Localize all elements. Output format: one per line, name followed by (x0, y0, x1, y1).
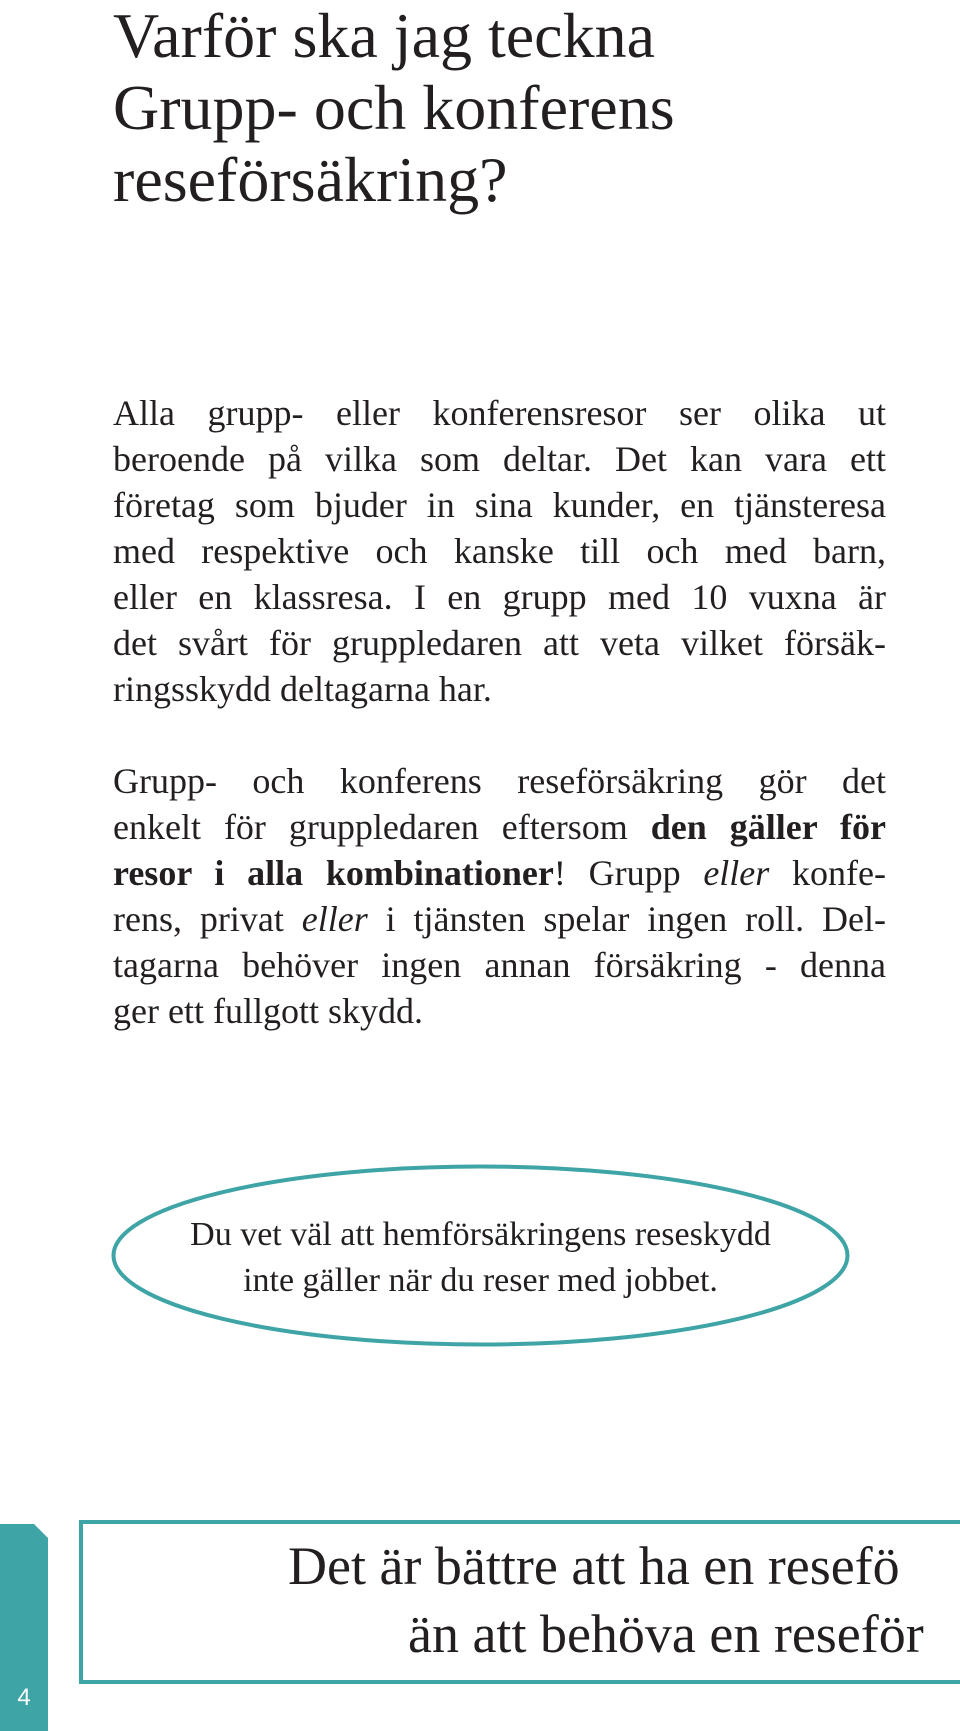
title-line-1: Varför ska jag teckna (113, 0, 655, 71)
benefit-italic-1: eller (703, 853, 770, 893)
benefit-emphasis-1: den gäller för (650, 807, 886, 847)
benefit-line-4-start: rens, privat (113, 899, 302, 939)
intro-line-1: Alla grupp- eller konferensresor ser olika ut (113, 393, 886, 433)
page-number: 4 (17, 1684, 31, 1711)
intro-line-7: ringsskydd deltagarna har. (113, 669, 492, 709)
intro-line-2: beroende på vilka som deltar. Det kan vara ett (113, 439, 886, 479)
benefit-paragraph (113, 758, 886, 1034)
quote-line-1: Det är bättre att ha en resefö (288, 1536, 900, 1596)
quote-line-2: än att behöva en reseför (408, 1604, 924, 1664)
benefit-line-6: ger ett fullgott skydd. (113, 991, 423, 1031)
title-line-2: Grupp- och konferens (113, 72, 675, 143)
benefit-line-3-text: ! Grupp (553, 853, 704, 893)
intro-line-5: eller en klassresa. I en grupp med 10 vuxna är (113, 577, 886, 617)
benefit-italic-2: eller (301, 899, 368, 939)
benefit-line-2 (113, 804, 886, 850)
benefit-line-2-text: enkelt för gruppledaren eftersom (113, 807, 651, 847)
callout-text (111, 1212, 850, 1304)
benefit-line-4-end: i tjänsten spelar ingen roll. Del- (367, 899, 886, 939)
intro-paragraph (113, 390, 886, 712)
intro-line-3: företag som bjuder in sina kunder, en tjänsteresa (113, 485, 886, 525)
benefit-line-4 (113, 896, 886, 942)
callout-line-1: Du vet väl att hemförsäkringens reseskydd (190, 1216, 771, 1253)
benefit-line-3 (113, 850, 886, 896)
intro-line-4: med respektive och kanske till och med barn, (113, 531, 886, 571)
page-title (113, 0, 913, 216)
benefit-line-3-end: konfe- (769, 853, 886, 893)
title-line-3: reseförsäkring? (113, 144, 508, 215)
intro-line-6: det svårt för gruppledaren att veta vilket försäk- (113, 623, 886, 663)
callout-line-2: inte gäller när du reser med jobbet. (243, 1262, 718, 1299)
benefit-line-1: Grupp- och konferens reseförsäkring gör det (113, 761, 886, 801)
benefit-line-5: tagarna behöver ingen annan försäkring - denna (113, 945, 886, 985)
benefit-emphasis-2: resor i alla kombinationer (113, 853, 554, 893)
